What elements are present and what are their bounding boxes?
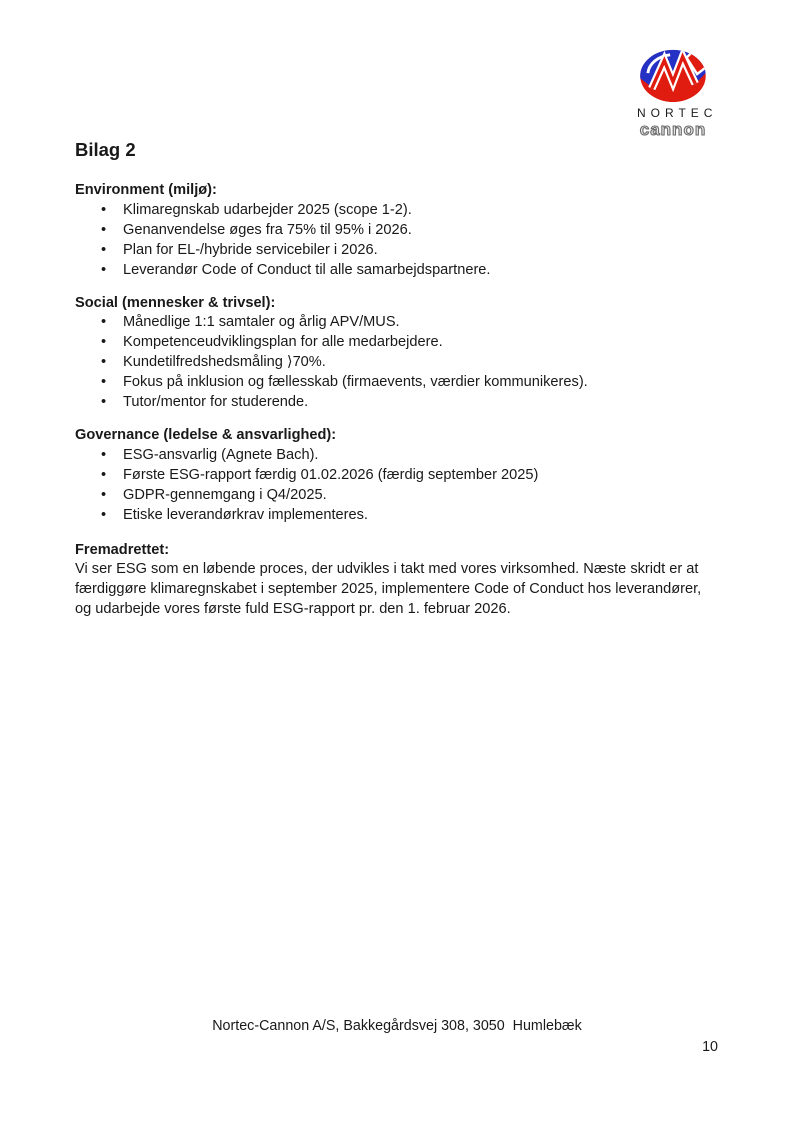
document-body bbox=[75, 138, 719, 620]
bullet-item: • Etiske leverandørkrav implementeres. bbox=[101, 506, 719, 526]
bullet-item: • Klimaregnskab udarbejder 2025 (scope 1-2). bbox=[101, 201, 719, 221]
bullet-item: • GDPR-gennemgang i Q4/2025. bbox=[101, 486, 719, 506]
closing-paragraph: Vi ser ESG som en løbende proces, der udvikles i takt med vores virksomhed. Næste skridt er at færdiggøre klimaregnskabet i september 2025, implementere Code of Conduct hos leverandører, og udarbejde vores første fuld ESG-rapport pr. den 1. februar 2026. bbox=[75, 561, 702, 618]
brand-name-nortec: NORTEC bbox=[637, 106, 718, 120]
bullet-item: • ESG-ansvarlig (Agnete Bach). bbox=[101, 446, 719, 466]
bullet-item: • Kundetilfredshedsmåling ⟩70%. bbox=[101, 353, 719, 373]
brand-name-cannon: cannon bbox=[639, 120, 707, 139]
footer-address: Nortec-Cannon A/S, Bakkegårdsvej 308, 3050 Humlebæk bbox=[212, 1018, 582, 1034]
section-social bbox=[75, 294, 719, 413]
bullet-list bbox=[75, 446, 719, 526]
page-number: 10 bbox=[702, 1039, 718, 1055]
nortec-logo-icon bbox=[632, 48, 714, 104]
section-governance bbox=[75, 426, 719, 526]
page-title: Bilag 2 bbox=[75, 139, 136, 160]
section-title: Environment (miljø): bbox=[75, 182, 217, 198]
bullet-item: • Leverandør Code of Conduct til alle samarbejdspartnere. bbox=[101, 261, 719, 281]
bullet-list bbox=[75, 313, 719, 413]
bullet-item: • Kompetenceudviklingsplan for alle medarbejdere. bbox=[101, 333, 719, 353]
section-title: Governance (ledelse & ansvarlighed): bbox=[75, 426, 337, 443]
section-environment bbox=[75, 181, 719, 281]
bullet-item: • Månedlige 1:1 samtaler og årlig APV/MUS. bbox=[101, 313, 719, 333]
closing-title: Fremadrettet: bbox=[75, 541, 170, 558]
section-fremadrettet bbox=[75, 541, 719, 621]
bullet-item: • Fokus på inklusion og fællesskab (firmaevents, værdier kommunikeres). bbox=[101, 373, 719, 393]
bullet-item: • Genanvendelse øges fra 75% til 95% i 2026. bbox=[101, 221, 719, 241]
bullet-item: • Tutor/mentor for studerende. bbox=[101, 393, 719, 413]
bullet-list bbox=[75, 201, 719, 281]
company-logo bbox=[632, 48, 718, 139]
bullet-item: • Første ESG-rapport færdig 01.02.2026 (færdig september 2025) bbox=[101, 466, 719, 486]
bullet-item: • Plan for EL-/hybride servicebiler i 2026. bbox=[101, 241, 719, 261]
section-title: Social (mennesker & trivsel): bbox=[75, 294, 276, 311]
